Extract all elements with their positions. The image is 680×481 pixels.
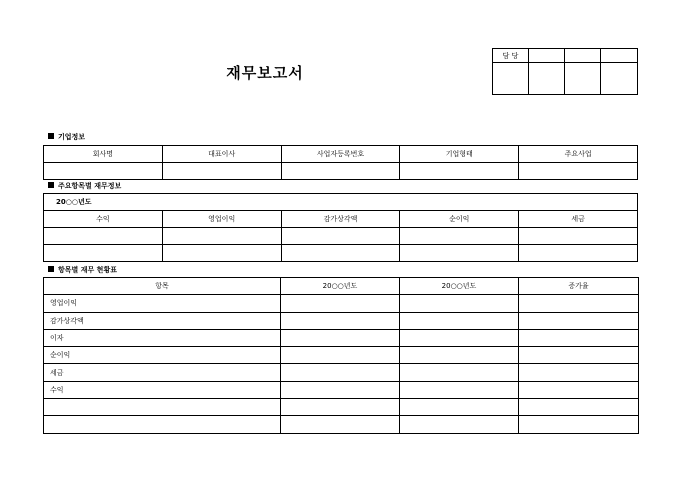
approval-sign-cell[interactable] xyxy=(493,63,529,95)
document-title: 재무보고서 xyxy=(226,64,304,82)
input-cell[interactable] xyxy=(519,163,638,180)
input-cell[interactable] xyxy=(519,347,639,364)
col-header: 증가율 xyxy=(519,278,639,295)
approval-sign-cell[interactable] xyxy=(565,63,601,95)
col-header: 항목 xyxy=(44,278,281,295)
section-financial-info-heading xyxy=(48,181,121,191)
input-cell[interactable] xyxy=(400,245,519,262)
approval-sign-cell[interactable] xyxy=(601,63,638,95)
row-label: 세금 xyxy=(44,364,281,381)
col-header: 수익 xyxy=(44,211,163,228)
input-cell[interactable] xyxy=(281,312,400,329)
approval-header-cell xyxy=(601,49,638,63)
input-cell[interactable] xyxy=(519,312,639,329)
company-info-table xyxy=(43,145,638,180)
input-cell[interactable] xyxy=(162,228,281,245)
row-label: 수익 xyxy=(44,381,281,398)
table-row xyxy=(44,295,639,312)
input-cell[interactable] xyxy=(519,364,639,381)
input-cell[interactable] xyxy=(281,381,400,398)
input-cell[interactable] xyxy=(519,381,639,398)
table-header-row xyxy=(44,146,638,163)
table-row xyxy=(44,416,639,433)
approval-header-cell xyxy=(529,49,565,63)
input-cell[interactable] xyxy=(519,245,638,262)
table-row xyxy=(44,364,639,381)
input-cell[interactable] xyxy=(400,399,519,416)
row-label: 감가상각액 xyxy=(44,312,281,329)
input-cell[interactable] xyxy=(281,245,400,262)
input-cell[interactable] xyxy=(44,163,163,180)
row-label: 이자 xyxy=(44,329,281,346)
input-cell[interactable] xyxy=(281,163,400,180)
input-cell[interactable] xyxy=(400,295,519,312)
input-cell[interactable] xyxy=(519,416,639,433)
input-cell[interactable] xyxy=(400,364,519,381)
section-heading-text: 항목별 재무 현황표 xyxy=(58,266,117,274)
input-cell[interactable] xyxy=(400,312,519,329)
input-cell[interactable] xyxy=(400,347,519,364)
col-header: 감가상각액 xyxy=(281,211,400,228)
col-header: 영업이익 xyxy=(162,211,281,228)
table-row xyxy=(44,347,639,364)
col-header: 주요사업 xyxy=(519,146,638,163)
row-label: 영업이익 xyxy=(44,295,281,312)
input-cell[interactable] xyxy=(281,347,400,364)
input-cell[interactable] xyxy=(281,329,400,346)
table-header-row xyxy=(44,278,639,295)
input-cell[interactable] xyxy=(281,399,400,416)
bullet-square-icon xyxy=(48,133,54,139)
section-status-table-heading xyxy=(48,265,117,275)
input-cell[interactable] xyxy=(519,295,639,312)
row-label[interactable] xyxy=(44,416,281,433)
table-row xyxy=(44,381,639,398)
approval-box xyxy=(492,48,638,95)
input-cell[interactable] xyxy=(162,245,281,262)
table-row xyxy=(44,228,638,245)
input-cell[interactable] xyxy=(281,416,400,433)
table-row xyxy=(44,399,639,416)
input-cell[interactable] xyxy=(519,228,638,245)
col-header: 대표이사 xyxy=(162,146,281,163)
col-header: 순이익 xyxy=(400,211,519,228)
input-cell[interactable] xyxy=(281,228,400,245)
input-cell[interactable] xyxy=(44,228,163,245)
col-header: 사업자등록번호 xyxy=(281,146,400,163)
bullet-square-icon xyxy=(48,182,54,188)
col-header: 20○○년도 xyxy=(400,278,519,295)
approval-header-cell xyxy=(565,49,601,63)
row-label[interactable] xyxy=(44,399,281,416)
approval-label: 담 당 xyxy=(493,49,529,63)
financial-info-table xyxy=(43,193,638,262)
section-heading-text: 주요항목별 재무정보 xyxy=(58,182,122,190)
table-row xyxy=(44,163,638,180)
approval-sign-cell[interactable] xyxy=(529,63,565,95)
input-cell[interactable] xyxy=(44,245,163,262)
table-row xyxy=(44,329,639,346)
section-heading-text: 기업정보 xyxy=(58,133,86,141)
input-cell[interactable] xyxy=(281,364,400,381)
input-cell[interactable] xyxy=(519,329,639,346)
input-cell[interactable] xyxy=(400,329,519,346)
financial-status-table xyxy=(43,277,639,434)
input-cell[interactable] xyxy=(400,228,519,245)
input-cell[interactable] xyxy=(519,399,639,416)
col-header: 회사명 xyxy=(44,146,163,163)
input-cell[interactable] xyxy=(400,416,519,433)
year-label: 20○○년도 xyxy=(44,194,638,211)
table-row xyxy=(44,245,638,262)
col-header: 20○○년도 xyxy=(281,278,400,295)
year-row xyxy=(44,194,638,211)
col-header: 기업형태 xyxy=(400,146,519,163)
row-label: 순이익 xyxy=(44,347,281,364)
table-header-row xyxy=(44,211,638,228)
input-cell[interactable] xyxy=(162,163,281,180)
input-cell[interactable] xyxy=(400,163,519,180)
input-cell[interactable] xyxy=(400,381,519,398)
col-header: 세금 xyxy=(519,211,638,228)
table-row xyxy=(44,312,639,329)
bullet-square-icon xyxy=(48,266,54,272)
section-company-info-heading xyxy=(48,132,85,142)
input-cell[interactable] xyxy=(281,295,400,312)
